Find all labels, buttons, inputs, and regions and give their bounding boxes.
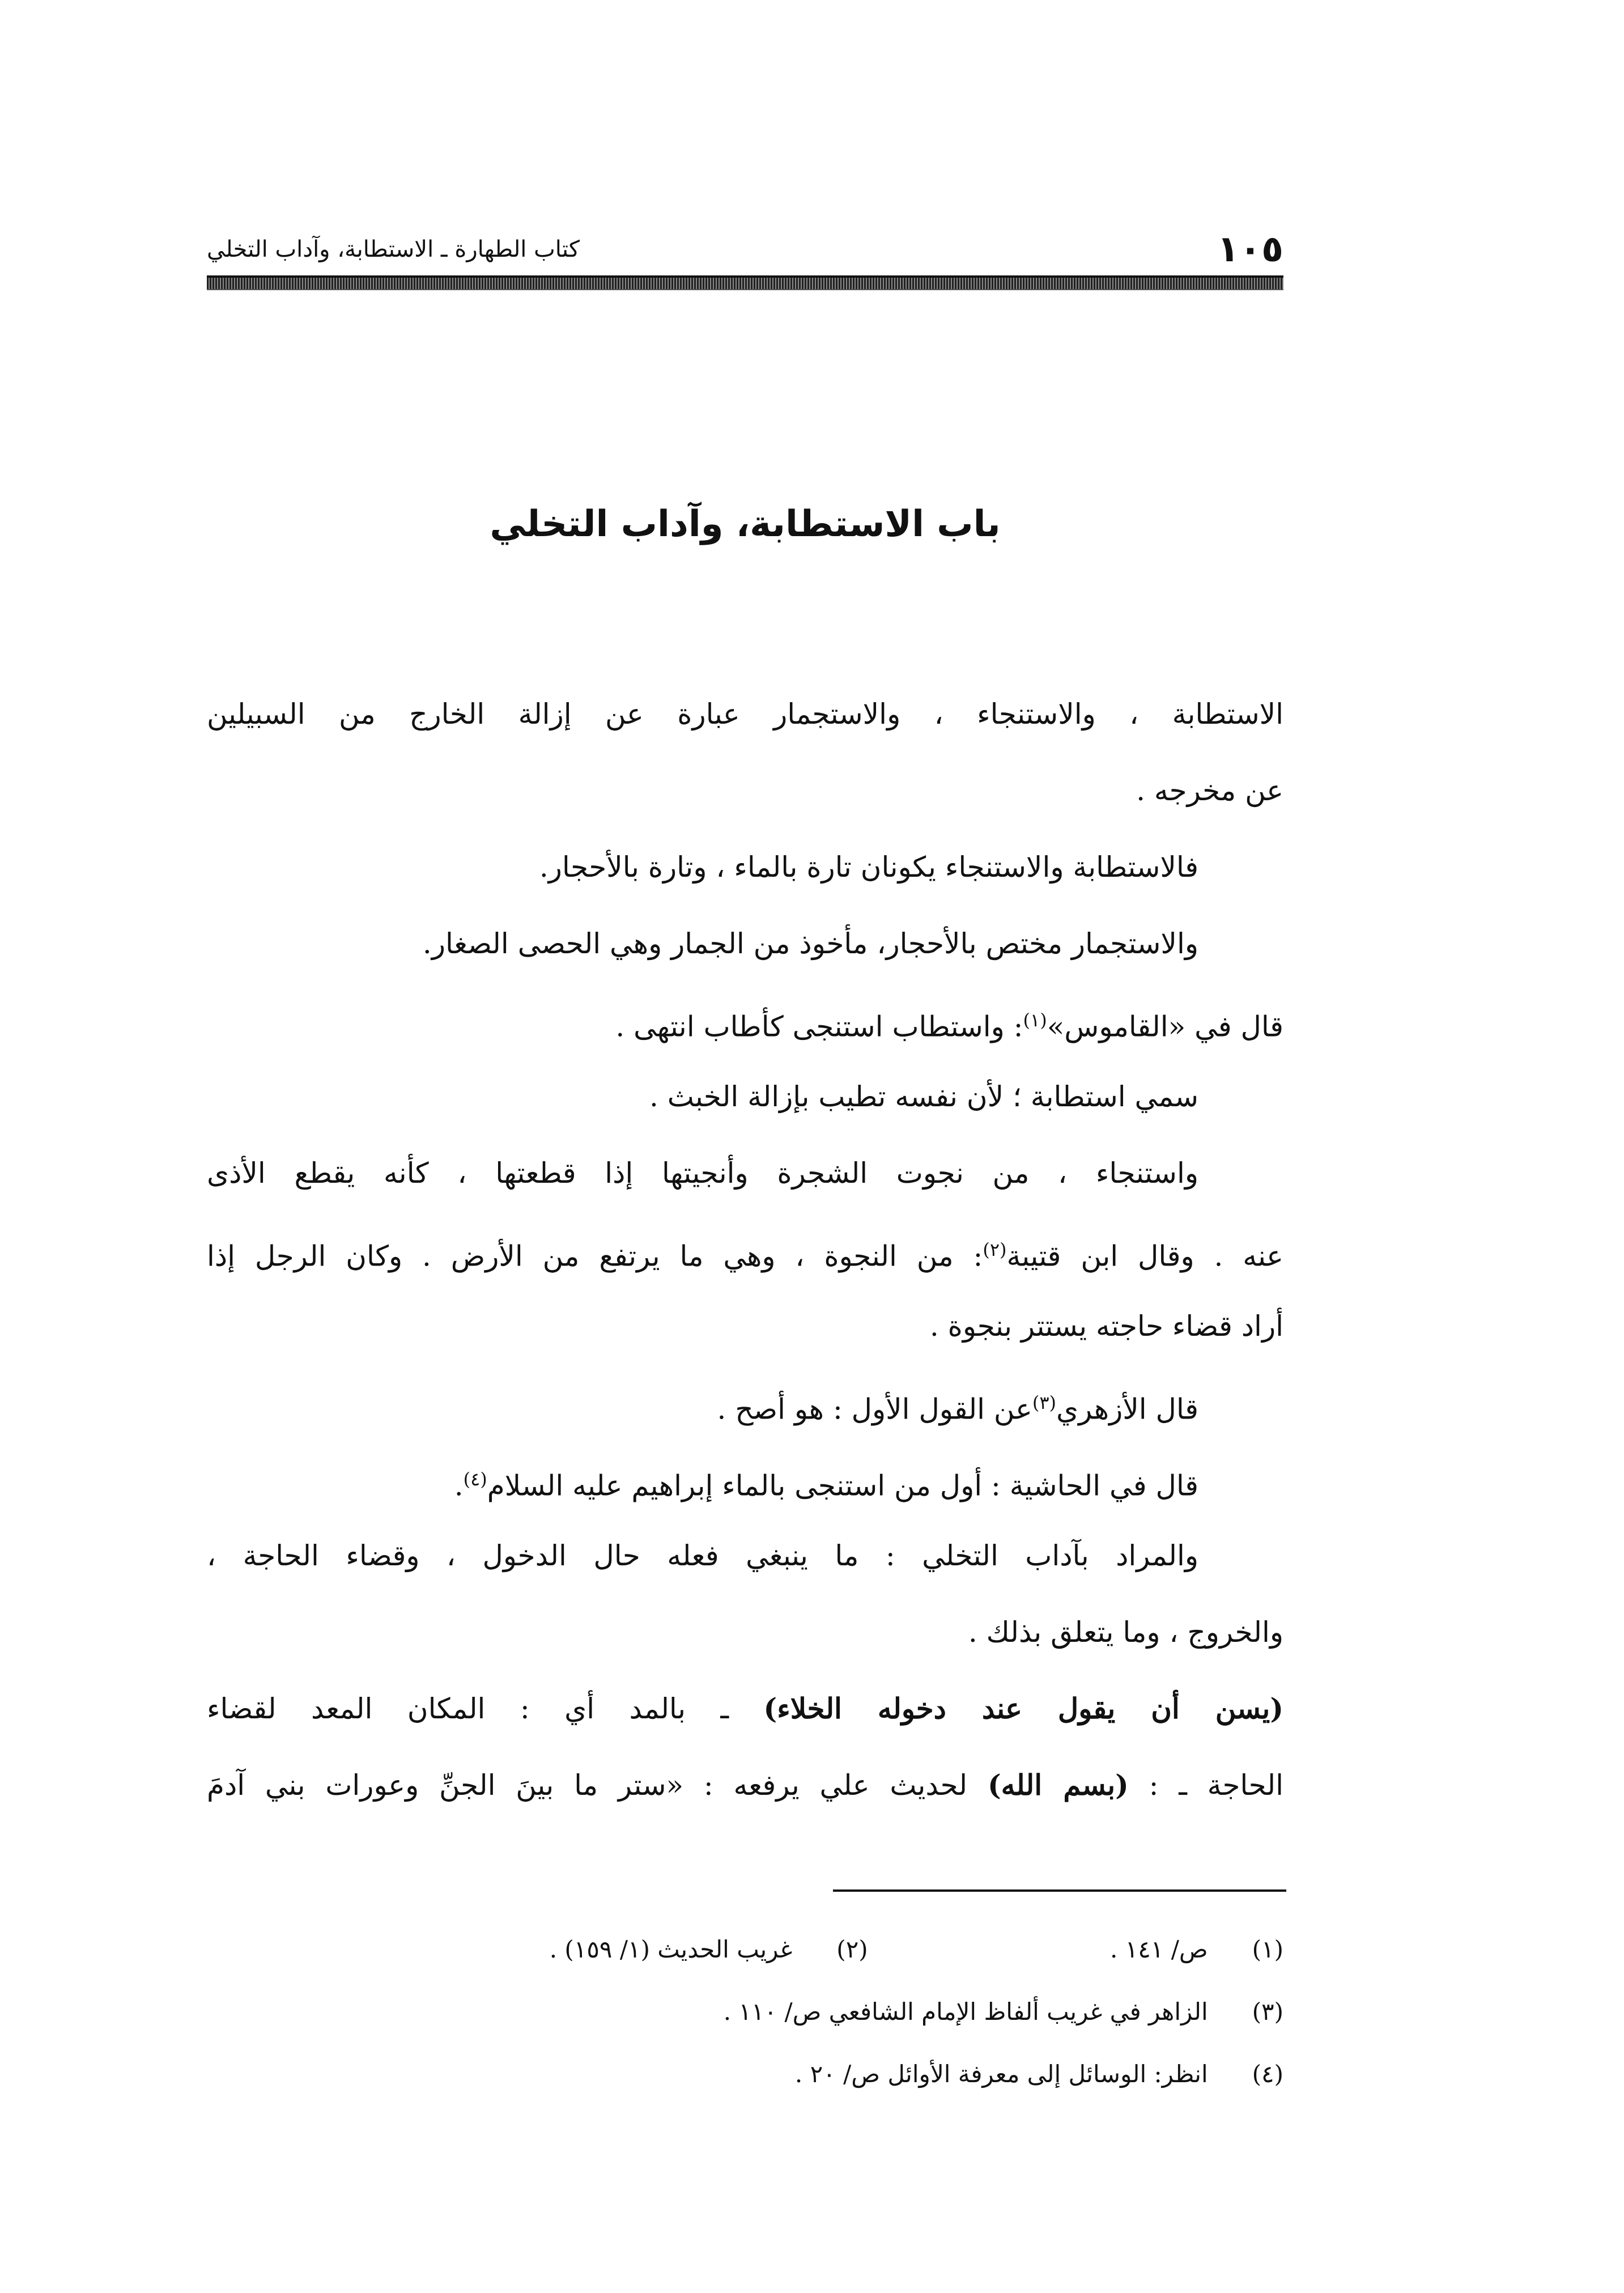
body-line-10-part-b: عن القول الأول : هو أصح . (717, 1392, 1032, 1426)
footnote-4-text: انظر: الوسائل إلى معرفة الأوائل ص/ ٢٠ . (794, 2060, 1208, 2088)
body-line-5-part-a: قال في «القاموس» (1047, 1010, 1283, 1043)
body-line-11-part-a: قال في الحاشية : أول من استنجى بالماء إبراهيم عليه السلام (487, 1469, 1198, 1502)
footnote-4-number: (٤) (1252, 2060, 1283, 2088)
footnote-ref-1: (١) (1023, 1009, 1047, 1031)
footnote-ref-4: (٤) (463, 1468, 487, 1490)
bold-basmala: (بسم الله) (987, 1768, 1129, 1802)
footnote-divider (833, 1889, 1286, 1892)
footnote-2-text: غريب الحديث (١/ ١٥٩) . (549, 1935, 793, 1963)
chapter-title: باب الاستطابة، وآداب التخلي (490, 503, 1001, 545)
body-line-7: واستنجاء ، من نجوت الشجرة وأنجيتها إذا قطعتها ، كأنه يقطع الأذى (207, 1157, 1198, 1190)
footnote-1-text: ص/ ١٤١ . (1109, 1935, 1208, 1963)
footnote-3-number: (٣) (1252, 1998, 1283, 2026)
body-line-3: فالاستطابة والاستنجاء يكونان تارة بالماء ، وتارة بالأحجار. (539, 851, 1198, 884)
body-line-2: عن مخرجه . (1136, 774, 1283, 807)
body-line-8-part-b: : من النجوة ، وهي ما يرتفع من الأرض . وكان الرجل إذا (207, 1239, 983, 1273)
header-divider (207, 275, 1283, 290)
body-line-9: أراد قضاء حاجته يستتر بنجوة . (929, 1310, 1283, 1343)
running-header-title: كتاب الطهارة ـ الاستطابة، وآداب التخلي (207, 236, 580, 262)
body-line-4: والاستجمار مختص بالأحجار، مأخوذ من الجمار وهي الحصى الصغار. (422, 927, 1198, 960)
footnote-1 (875, 1918, 1283, 1981)
body-line-8-part-a: عنه . وقال ابن قتيبة (1006, 1239, 1283, 1273)
body-line-11 (207, 1440, 1283, 1519)
footnote-ref-2: (٢) (983, 1239, 1007, 1260)
body-line-15-part-c: لحديث علي يرفعه : «ستر ما بينَ الجنِّ وعورات بني آدمَ (207, 1769, 988, 1802)
body-line-5 (207, 980, 1283, 1060)
running-header (207, 224, 1283, 275)
footnote-2-number: (٢) (836, 1935, 868, 1963)
footnote-line-4 (207, 2043, 1283, 2105)
body-line-1: الاستطابة ، والاستنجاء ، والاستجمار عبارة عن إزالة الخارج من السبيلين (207, 698, 1283, 731)
body-line-10-part-a: قال الأزهري (1056, 1392, 1198, 1426)
body-line-15 (207, 1746, 1283, 1825)
footnote-line-1 (207, 1918, 1283, 1981)
footnote-2 (460, 1918, 868, 1981)
bold-matn-text: (يسن أن يقول عند دخوله الخلاء) (763, 1692, 1283, 1725)
body-line-11-part-b: . (454, 1469, 464, 1502)
body-line-10 (207, 1363, 1283, 1442)
body-line-8 (207, 1210, 1283, 1289)
footnote-3-text: الزاهر في غريب ألفاظ الإمام الشافعي ص/ ١١٠ . (723, 1998, 1208, 2026)
page-number: ١٠٥ (1217, 228, 1283, 270)
body-line-14-part-b: ـ بالمد أي : المكان المعد لقضاء (207, 1692, 764, 1725)
body-line-6: سمي استطابة ؛ لأن نفسه تطيب بإزالة الخبث . (649, 1080, 1198, 1113)
body-line-14 (207, 1669, 1283, 1748)
body-line-15-part-a: الحاجة ـ : (1128, 1769, 1283, 1802)
body-line-13: والخروج ، وما يتعلق بذلك . (968, 1616, 1283, 1649)
body-line-5-part-b: : واستطاب استنجى كأطاب انتهى . (615, 1010, 1023, 1043)
body-line-12: والمراد بآداب التخلي : ما ينبغي فعله حال الدخول ، وقضاء الحاجة ، (207, 1539, 1198, 1572)
footnote-ref-3: (٣) (1032, 1392, 1056, 1413)
footnote-line-3 (207, 1981, 1283, 2043)
footnote-1-number: (١) (1252, 1935, 1283, 1963)
